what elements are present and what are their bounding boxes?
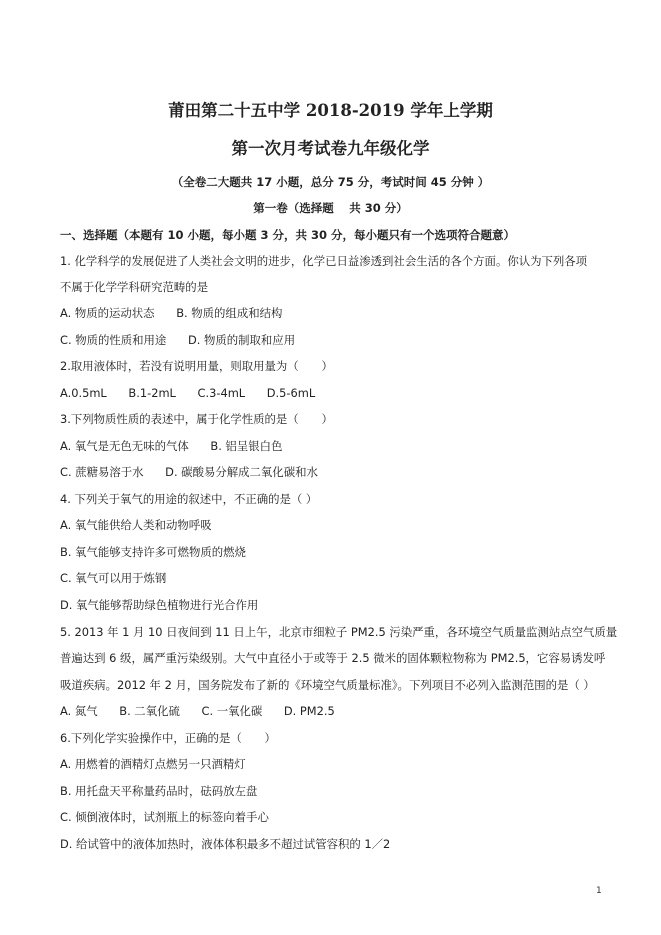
exam-title-line2: 第一次月考试卷九年级化学 <box>231 139 430 158</box>
question-1-option-a: A. 物质的运动状态 <box>60 306 155 320</box>
section-title: 一、选择题（本题有 10 小题，每小题 3 分，共 30 分，每小题只有一个选项符合题意） <box>60 228 516 242</box>
question-6-stem: 6.下列化学实验操作中，正确的是（ ） <box>60 731 276 745</box>
question-4-option-b: B. 氧气能够支持许多可燃物质的燃烧 <box>60 545 246 559</box>
question-4-option-d: D. 氧气能够帮助绿色植物进行光合作用 <box>60 598 259 612</box>
question-2-option-c: C.3-4mL <box>197 386 246 400</box>
question-2-option-a: A.0.5mL <box>60 386 107 400</box>
question-5-option-d: D. PM2.5 <box>283 704 335 718</box>
question-4-stem: 4. 下列关于氧气的用途的叙述中，不正确的是（ ） <box>60 492 318 506</box>
question-6-option-b: B. 用托盘天平称量药品时，砝码放左盘 <box>60 784 258 798</box>
question-2-option-b: B.1-2mL <box>128 386 176 400</box>
question-2-stem: 2.取用液体时，若没有说明用量，则取用量为（ ） <box>60 359 333 373</box>
question-5-option-a: A. 氮气 <box>60 704 98 718</box>
question-1-option-c: C. 物质的性质和用途 <box>60 333 167 347</box>
question-5-line3: 吸道疾病。2012 年 2 月，国务院发布了新的《环境空气质量标准》。下列项目不必列入监测范围的是（ ） <box>60 678 595 692</box>
question-2-option-d: D.5-6mL <box>266 386 316 400</box>
question-4-option-c: C. 氧气可以用于炼钢 <box>60 571 167 585</box>
question-1-line1: 1. 化学科学的发展促进了人类社会文明的进步，化学已日益渗透到社会生活的各个方面。你认为下列各项 <box>60 254 588 268</box>
page-number: 1 <box>596 886 602 896</box>
question-5-line2: 普遍达到 6 级，属严重污染级别。大气中直径小于或等于 2.5 微米的固体颗粒物称为 PM2.5，它容易诱发呼 <box>60 651 606 665</box>
question-6-option-a: A. 用燃着的酒精灯点燃另一只酒精灯 <box>60 757 246 771</box>
question-1-options-row1 <box>60 305 300 321</box>
exam-title-line1: 莆田第二十五中学 2018-2019 学年上学期 <box>168 101 493 120</box>
question-3-stem: 3.下列物质性质的表述中，属于化学性质的是（ ） <box>60 412 333 426</box>
question-2-options <box>60 385 333 401</box>
question-1-line2: 不属于化学学科研究范畴的是 <box>60 280 209 294</box>
question-5-option-b: B. 二氧化硫 <box>119 704 180 718</box>
question-3-option-b: B. 铝呈银白色 <box>210 439 283 453</box>
question-6-option-d: D. 给试管中的液体加热时，液体体积最多不超过试管容积的 1／2 <box>60 837 391 851</box>
exam-subtitle: （全卷二大题共 17 小题，总分 75 分，考试时间 45 分钟 ） <box>171 175 490 189</box>
question-3-options-row2 <box>60 464 336 480</box>
question-5-line1: 5. 2013 年 1 月 10 日夜间到 11 日上午，北京市细粒子 PM2.5 污染严重，各环境空气质量监测站点空气质量 <box>60 625 618 639</box>
question-3-option-c: C. 蔗糖易溶于水 <box>60 465 144 479</box>
question-6-option-c: C. 倾倒液体时，试剂瓶上的标签向着手心 <box>60 810 269 824</box>
question-1-option-b: B. 物质的组成和结构 <box>176 306 283 320</box>
question-3-option-a: A. 氧气是无色无味的气体 <box>60 439 189 453</box>
question-1-options-row2 <box>60 332 313 348</box>
question-3-options-row1 <box>60 438 300 454</box>
question-5-option-c: C. 一氧化碳 <box>201 704 263 718</box>
question-1-option-d: D. 物质的制取和应用 <box>187 333 296 347</box>
part-title: 第一卷（选择题 共 30 分） <box>253 201 408 215</box>
question-5-options <box>60 703 353 719</box>
question-3-option-d: D. 碳酸易分解成二氧化碳和水 <box>165 465 318 479</box>
question-4-option-a: A. 氧气能供给人类和动物呼吸 <box>60 518 212 532</box>
